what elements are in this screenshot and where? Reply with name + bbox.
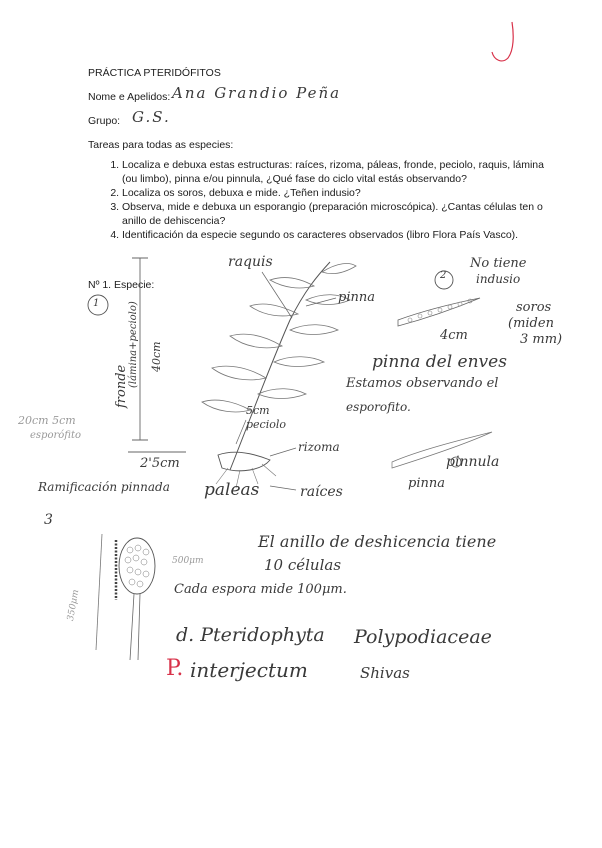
label-soros: soros (516, 300, 552, 315)
label-anillo-1: El anillo de deshicencia tiene (258, 532, 497, 551)
section-3-number: 3 (44, 512, 53, 528)
fern-rhizome (218, 452, 270, 471)
label-lamina-peciolo: (lámina+peciolo) (128, 301, 139, 388)
task-item: 2. Localiza os soros, debuxa e mide. ¿Teñen indusio? (122, 186, 552, 200)
label-species-epithet: interjectum (190, 658, 308, 682)
label-fronde: fronde (114, 364, 129, 408)
species-label: Nº 1. Especie: (88, 279, 155, 291)
label-family: Polypodiaceae (354, 626, 492, 648)
circle-2-label: 2 (440, 270, 447, 281)
label-estamos-2: esporofito. (346, 400, 411, 414)
task-item: 3. Observa, mide e debuxa un esporangio (preparación microscópica). ¿Cantas células ten o anillo de dehiscencia? (122, 200, 552, 228)
label-division: d. Pteridophyta (176, 624, 325, 646)
red-check-mark (492, 22, 513, 61)
label-pinna-bottom: pinna (408, 476, 445, 491)
label-5cm: 5cm (246, 404, 270, 417)
label-peciolo: peciolo (246, 418, 286, 431)
label-arrows (236, 272, 336, 490)
task-item: 1. Localiza e debuxa estas estructuras: raíces, rizoma, páleas, fronde, peciolo, raquis, lámina (ou limbo), pinna e/ou pinnula, ¿Qué fase do ciclo vital estás observando? (122, 158, 552, 186)
label-350um: 350μm (66, 588, 82, 622)
label-raices: raíces (300, 484, 343, 500)
fern-pinnae (202, 264, 356, 412)
label-indusio: indusio (476, 272, 521, 286)
label-4cm: 4cm (440, 328, 468, 343)
label-2-5cm: 2'5cm (140, 456, 180, 471)
label-pinna-enves: pinna del enves (372, 352, 507, 372)
group-label: Grupo: (88, 115, 121, 127)
label-miden: (miden (508, 316, 554, 331)
fern-rachis (230, 262, 330, 470)
circle-1-label: 1 (93, 298, 100, 309)
task-item: 4. Identificación da especie segundo os caracteres observados (libro Flora País Vasco). (122, 228, 552, 242)
label-no-tiene: No tiene (470, 256, 527, 271)
label-author: Shivas (360, 664, 410, 682)
label-anillo-2: 10 células (264, 556, 342, 574)
label-species-genus-initial: P. (166, 656, 184, 681)
label-side-measure-2: esporófito (30, 430, 81, 441)
label-rizoma: rizoma (298, 440, 340, 454)
label-raquis: raquis (228, 254, 273, 270)
label-ramificacion: Ramificación pinnada (38, 480, 170, 494)
label-40cm: 40cm (150, 341, 163, 372)
group-value: G.S. (132, 108, 171, 126)
label-paleas: paleas (204, 480, 260, 500)
tasks-intro: Tareas para todas as especies: (88, 139, 234, 151)
label-estamos-1: Estamos observando el (346, 376, 499, 391)
name-label: Nome e Apelidos: (88, 91, 171, 103)
label-500um: 500μm (172, 556, 204, 566)
sporangium-drawing (96, 534, 155, 660)
label-side-measure-1: 20cm 5cm (18, 414, 76, 427)
label-cada-espora: Cada espora mide 100μm. (174, 582, 347, 597)
label-pinnula: pinnula (446, 454, 500, 470)
label-pinna-top: pinna (338, 290, 375, 305)
worksheet-title: PRÁCTICA PTERIDÓFITOS (88, 67, 221, 79)
sori-dots (408, 299, 472, 322)
label-3mm: 3 mm) (520, 332, 563, 347)
name-value: Ana Grandio Peña (172, 84, 342, 102)
